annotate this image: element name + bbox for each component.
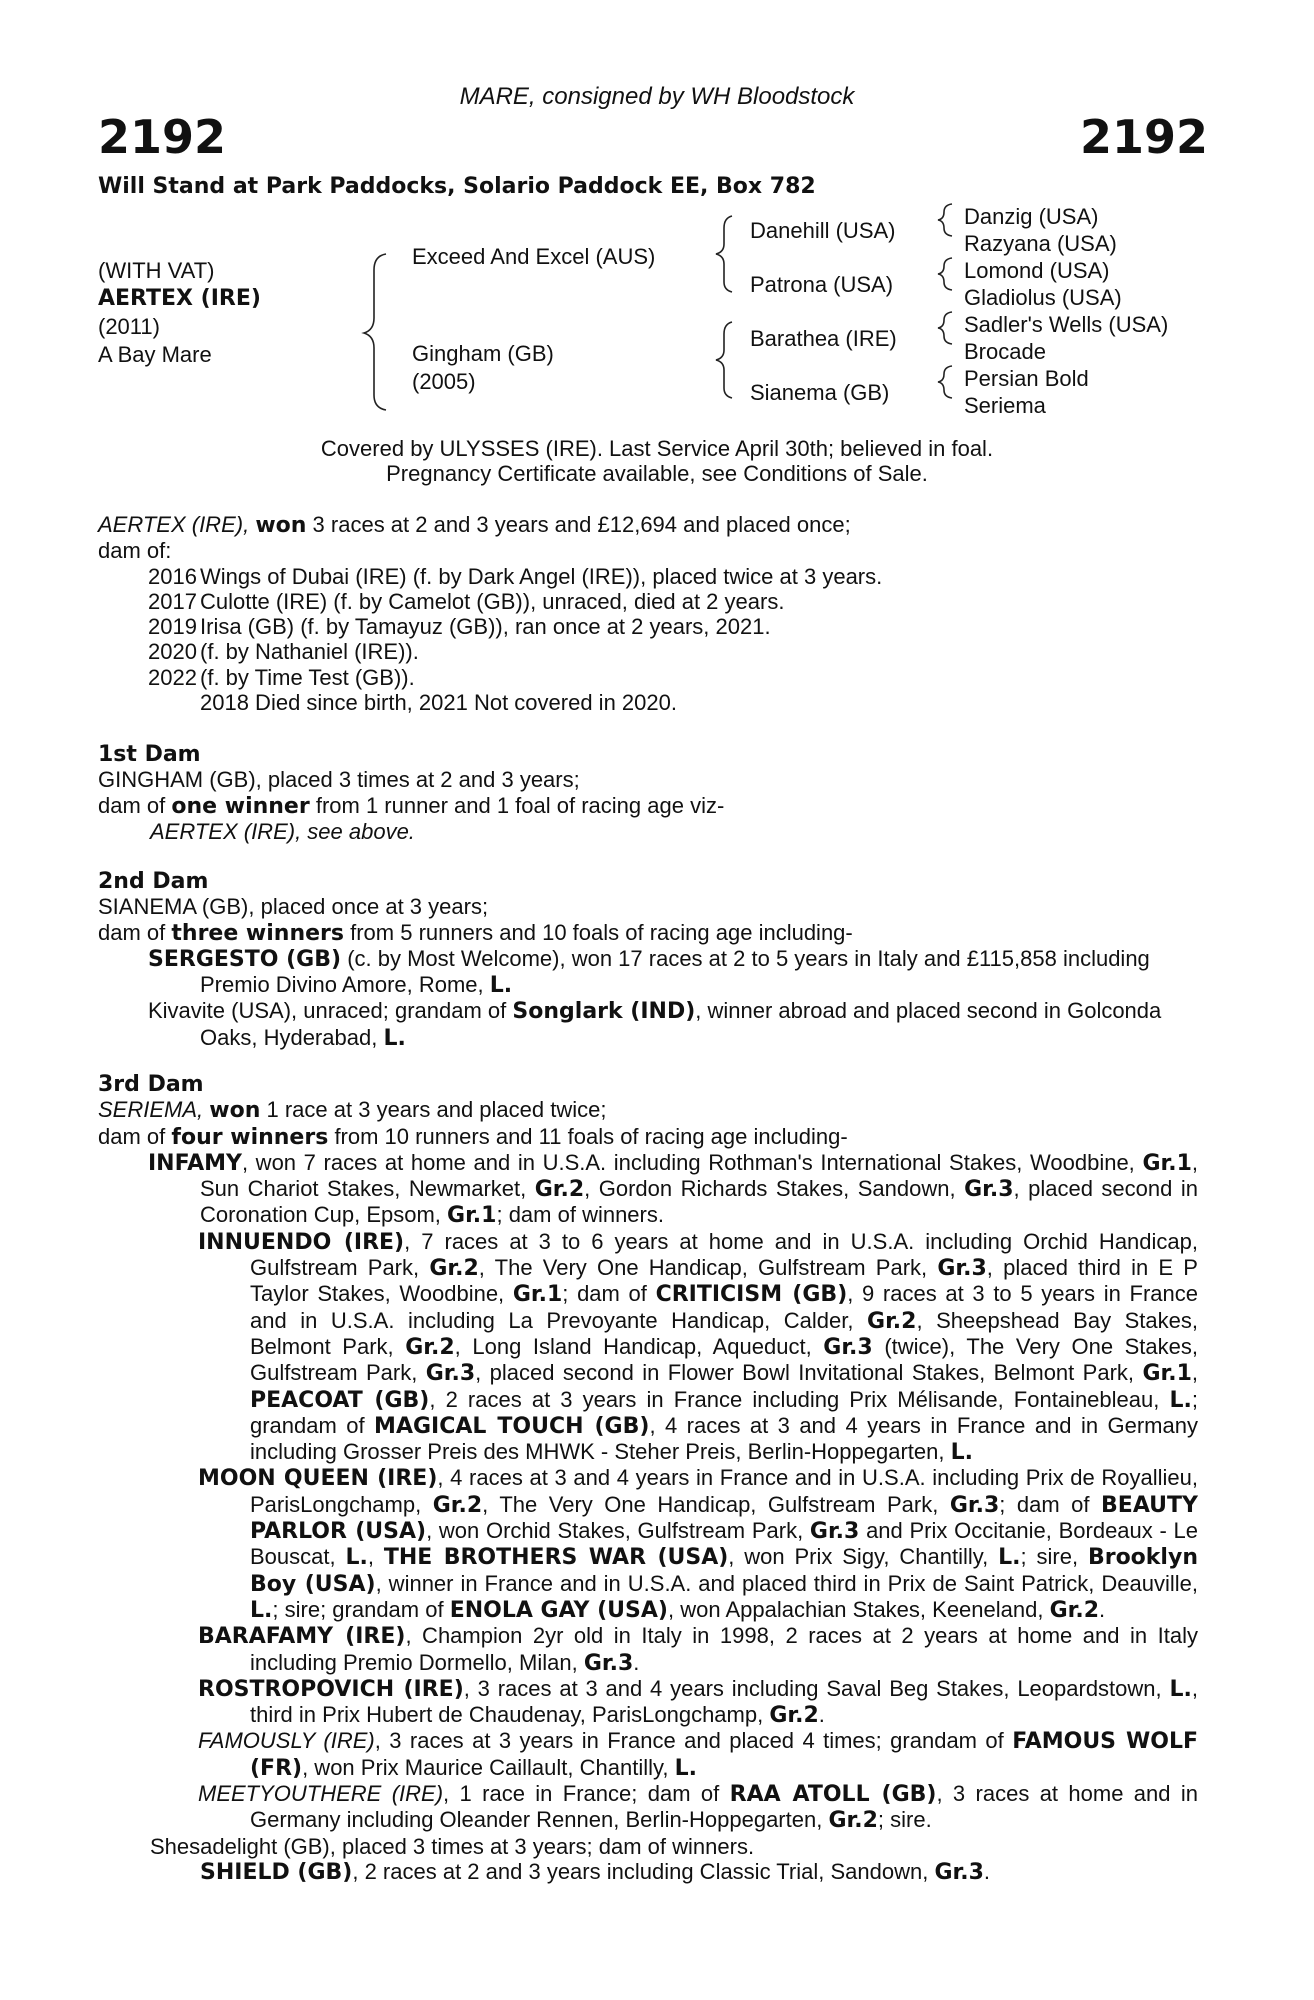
pedigree-dam-year: (2005) — [412, 369, 476, 394]
produce-year: 2022 — [148, 664, 197, 690]
text: , winner abroad and placed second in Golconda Oaks, Hyderabad, — [200, 998, 1162, 1050]
rostropovich-entry — [98, 1676, 1198, 1729]
text: , placed second in Coronation Cup, Epsom, — [200, 1176, 1198, 1228]
horse-name: BEAUTY PARLOR (USA) — [250, 1492, 1198, 1545]
produce-row — [98, 614, 1198, 639]
horse-name: ENOLA GAY (USA) — [449, 1597, 668, 1623]
shesadelight-entry: Shesadelight (GB), placed 3 times at 3 years; dam of winners. — [150, 1833, 755, 1859]
infamy-entry — [98, 1150, 1198, 1229]
horse-name: Brooklyn Boy (USA) — [250, 1545, 1198, 1597]
horse-name: PEACOAT (GB) — [250, 1387, 430, 1413]
text: , won Prix Maurice Caillault, Chantilly, — [302, 1754, 669, 1780]
text: , The Very One Handicap, Gulfstream Park, — [482, 1491, 939, 1517]
text: from 10 runners and 11 foals of racing age including- — [334, 1123, 848, 1149]
horse-name: SERGESTO (GB) — [148, 946, 342, 972]
brace-dam — [716, 322, 732, 398]
text: . — [818, 1702, 825, 1728]
produce-year: 2020 — [148, 639, 197, 665]
won-label: won — [255, 513, 307, 538]
horse-name: THE BROTHERS WAR (USA) — [383, 1545, 729, 1571]
produce-text: 2018 Died since birth, 2021 Not covered in 2020. — [200, 690, 677, 716]
horse-name: Songlark (IND) — [512, 999, 696, 1025]
dam-of-label: dam of: — [98, 538, 172, 564]
text: , Gordon Richards Stakes, Sandown, — [584, 1176, 956, 1202]
text: , The Very One Handicap, Gulfstream Park, — [478, 1255, 928, 1281]
listed-label: L. — [950, 1440, 974, 1466]
text: , 3 races at home and in Germany including Oleander Rennen, Berlin-Hoppegarten, — [250, 1781, 1199, 1833]
text: , winner in France and in U.S.A. and placed third in Prix de Saint Patrick, Deauville, — [375, 1570, 1198, 1596]
covering-info — [0, 436, 1314, 486]
lot-number-right: 2192 — [1080, 110, 1209, 164]
grade-label: Gr.1 — [447, 1203, 497, 1229]
second-dam-heading: 2nd Dam — [98, 869, 209, 894]
text: ; sire; grandam of — [272, 1596, 444, 1622]
pedigree-sire-dam: Patrona (USA) — [750, 272, 894, 297]
sergesto-entry — [98, 946, 1198, 999]
text: , 3 races at 3 and 4 years including Saval Beg Stakes, Leopardstown, — [463, 1675, 1162, 1701]
text: ; dam of winners. — [496, 1202, 664, 1228]
brace-g4 — [938, 366, 952, 398]
grade-label: Gr.2 — [534, 1177, 585, 1203]
text: ; grandam of — [250, 1386, 1199, 1438]
second-dam-section — [98, 869, 1198, 1051]
text: . — [1099, 1596, 1106, 1622]
horse-name: INFAMY — [148, 1150, 242, 1176]
horse-name: FAMOUSLY (IRE) — [198, 1728, 375, 1754]
text: from 5 runners and 10 foals of racing age including- — [350, 919, 853, 945]
horse-name: FAMOUS WOLF (FR) — [250, 1729, 1198, 1781]
brace-sire — [716, 216, 732, 292]
produce-year: 2017 — [148, 588, 197, 614]
first-dam-heading: 1st Dam — [98, 742, 201, 767]
pedigree-g5: Sadler's Wells (USA) — [964, 312, 1169, 337]
grade-label: Gr.3 — [937, 1256, 987, 1282]
produce-row — [98, 690, 1198, 715]
produce-intro — [98, 512, 1198, 538]
produce-text: Irisa (GB) (f. by Tamayuz (GB)), ran once at 2 years, 2021. — [200, 614, 771, 640]
produce-row — [98, 564, 1198, 589]
produce-record — [98, 512, 1198, 715]
text: , Sheepshead Bay Stakes, Belmont Park, — [250, 1307, 1198, 1359]
meetyouthere-entry — [98, 1781, 1198, 1834]
text: dam of — [98, 792, 166, 818]
grade-label: Gr.1 — [512, 1282, 563, 1308]
text: ; sire. — [877, 1807, 932, 1833]
produce-text: (f. by Nathaniel (IRE)). — [200, 639, 419, 665]
text: , Sun Chariot Stakes, Newmarket, — [200, 1149, 1198, 1202]
winner-count: four winners — [171, 1124, 329, 1150]
grade-label: Gr.3 — [425, 1361, 476, 1387]
third-dam-heading: 3rd Dam — [98, 1072, 204, 1097]
grade-label: Gr.2 — [769, 1703, 819, 1729]
pedigree-g2: Razyana (USA) — [964, 231, 1117, 256]
horse-name: AERTEX (IRE) — [98, 286, 261, 311]
text: ; dam of — [999, 1491, 1090, 1517]
listed-label: L. — [383, 1025, 406, 1051]
brace-g2 — [938, 258, 952, 290]
horse-name: SHIELD (GB) — [200, 1859, 353, 1885]
produce-text: Wings of Dubai (IRE) (f. by Dark Angel (IRE)), placed twice at 3 years. — [200, 563, 883, 589]
first-dam-line-3: AERTEX (IRE), see above. — [150, 818, 415, 844]
text: and Prix Occitanie, Bordeaux - Le Bouscat, — [250, 1518, 1198, 1570]
text: Kivavite (USA), unraced; grandam of — [148, 998, 507, 1024]
produce-year: 2016 — [148, 563, 197, 589]
produce-row — [98, 589, 1198, 614]
produce-row — [98, 639, 1198, 664]
grade-label: Gr.3 — [583, 1650, 634, 1676]
second-dam-line-2 — [98, 920, 1198, 946]
horse-name: INNUENDO (IRE) — [198, 1229, 405, 1255]
horse-name: RAA ATOLL (GB) — [729, 1782, 937, 1808]
horse-name: MEETYOUTHERE (IRE) — [198, 1781, 444, 1807]
pedigree-dam-name: Gingham (GB) — [412, 341, 554, 366]
horse-name: MAGICAL TOUCH (GB) — [374, 1413, 650, 1439]
pedigree-g1: Danzig (USA) — [964, 204, 1099, 229]
text: dam of — [98, 919, 166, 945]
pedigree-ggen — [964, 203, 1168, 419]
produce-text: (f. by Time Test (GB)). — [200, 664, 415, 690]
horse-name: ROSTROPOVICH (IRE) — [198, 1676, 464, 1702]
produce-intro-rest: 3 races at 2 and 3 years and £12,694 and placed once; — [312, 512, 851, 537]
grade-label: Gr.1 — [1142, 1361, 1192, 1387]
text: , won Prix Sigy, Chantilly, — [728, 1544, 989, 1570]
innuendo-entry: INNUENDO (IRE), 7 races at 3 to 6 years at home and in U.S.A. including Orchid Handicap, Gulfstream Park, Gr.2, The Very One Handicap, Gulfstream Park, Gr.3, placed third in E P Taylor Stakes, Woodbine, Gr.1; dam of CRITICISM (GB), 9 races at 3 to 5 years in France and in U.S.A. including La Prevoyante Handicap, Calder, Gr.2, Sheepshead Bay Stakes, Belmont Park, Gr.2, Long Island Handicap, Aqueduct, Gr.3 (twice), The Very One Stakes, Gulfstream Park, Gr.3, placed second in Flower Bowl Invitational Stakes, Belmont Park, Gr.1, PEACOAT (GB), 2 races at 3 years in France including Prix Mélisande, Fontainebleau, L.; grandam of MAGICAL TOUCH (GB), 4 races at 3 and 4 years in France and in Germany including Grosser Preis des MHWK - Steher Preis, Berlin-Hoppegarten, L. — [198, 1228, 1199, 1466]
text: dam of — [98, 1123, 166, 1149]
pedigree-g6: Brocade — [964, 339, 1046, 364]
text: , placed third in E P Taylor Stakes, Woodbine, — [250, 1255, 1198, 1307]
text: , 7 races at 3 to 6 years at home and in U.S.A. including Orchid Handicap, Gulfstream Park, — [250, 1228, 1198, 1281]
winner-count: three winners — [171, 920, 344, 946]
text: , Champion 2yr old in Italy in 1998, 2 races at 2 years at home and in Italy including Premio Dormello, Milan, — [250, 1623, 1198, 1675]
horse-year: (2011) — [98, 314, 160, 339]
covering-line-2: Pregnancy Certificate available, see Conditions of Sale. — [386, 461, 928, 486]
grade-label: Gr.3 — [949, 1492, 1000, 1518]
pedigree-dam-sire: Barathea (IRE) — [750, 326, 897, 351]
text: , 2 races at 2 and 3 years including Classic Trial, Sandown, — [352, 1858, 929, 1884]
text: (twice), The Very One Stakes, Gulfstream Park, — [250, 1333, 1199, 1386]
pedigree-sire: Exceed And Excel (AUS) — [412, 244, 656, 269]
grade-label: Gr.3 — [809, 1519, 860, 1545]
pedigree-g4: Gladiolus (USA) — [964, 285, 1122, 310]
grade-label: Gr.3 — [934, 1859, 984, 1885]
listed-label: L. — [489, 973, 513, 999]
stand-location: Will Stand at Park Paddocks, Solario Paddock EE, Box 782 — [98, 174, 816, 199]
horse-name: SERIEMA, — [98, 1097, 204, 1123]
listed-label: L. — [1169, 1387, 1192, 1413]
moon-queen-entry: MOON QUEEN (IRE), 4 races at 3 and 4 years in France and in U.S.A. including Prix de Royallieu, ParisLongchamp, Gr.2, The Very One Handicap, Gulfstream Park, Gr.3; dam of BEAUTY PARLOR (USA), won Orchid Stakes, Gulfstream Park, Gr.3 and Prix Occitanie, Bordeaux - Le Bouscat, L., THE BROTHERS WAR (USA), won Prix Sigy, Chantilly, L.; sire, Brooklyn Boy (USA), winner in France and in U.S.A. and placed third in Prix de Saint Patrick, Deauville, L.; sire; grandam of ENOLA GAY (USA), won Appalachian Stakes, Keeneland, Gr.2. — [198, 1465, 1199, 1623]
listed-label: L. — [345, 1545, 368, 1571]
first-dam-line-1: GINGHAM (GB), placed 3 times at 2 and 3 years; — [98, 767, 580, 793]
winner-count: one winner — [171, 793, 310, 819]
text: from 1 runner and 1 foal of racing age viz- — [315, 792, 725, 818]
horse-name: MOON QUEEN (IRE) — [198, 1466, 438, 1492]
second-dam-line-1: SIANEMA (GB), placed once at 3 years; — [98, 894, 489, 920]
produce-text: Culotte (IRE) (f. by Camelot (GB)), unraced, died at 2 years. — [200, 588, 785, 614]
text: , won 7 races at home and in U.S.A. including Rothman's International Stakes, Woodbine, — [241, 1149, 1135, 1175]
text: 1 race at 3 years and placed twice; — [266, 1097, 607, 1123]
pedigree-g3: Lomond (USA) — [964, 258, 1110, 283]
third-dam-line-2 — [98, 1124, 1198, 1150]
grade-label: Gr.2 — [867, 1308, 917, 1334]
famously-entry — [98, 1728, 1198, 1781]
text: , 1 race in France; dam of — [443, 1781, 720, 1807]
grade-label: Gr.3 — [823, 1334, 873, 1360]
text: , 2 races at 3 years in France including Prix Mélisande, Fontainebleau, — [429, 1386, 1160, 1412]
shield-entry — [98, 1859, 1198, 1885]
grade-label: Gr.3 — [964, 1177, 1014, 1203]
listed-label: L. — [250, 1597, 273, 1623]
text: , 9 races at 3 to 5 years in France and in U.S.A. including La Prevoyante Handicap, Calder, — [250, 1281, 1198, 1333]
grade-label: Gr.2 — [1049, 1597, 1100, 1623]
text: , Long Island Handicap, Aqueduct, — [454, 1333, 812, 1359]
third-dam-line-1 — [98, 1097, 1198, 1123]
text: , third in Prix Hubert de Chaudenay, ParisLongchamp, — [250, 1675, 1198, 1728]
pedigree-dam-dam: Sianema (GB) — [750, 380, 890, 405]
grade-label: Gr.2 — [828, 1808, 878, 1834]
aertex-name: AERTEX (IRE), — [98, 512, 250, 537]
text: . — [983, 1858, 991, 1884]
third-dam-section — [98, 1072, 1198, 1885]
brace-parents — [364, 254, 386, 410]
text: , won Appalachian Stakes, Keeneland, — [667, 1596, 1044, 1622]
pedigree-sire-sire: Danehill (USA) — [750, 218, 896, 243]
text: (c. by Most Welcome), won 17 races at 2 to 5 years in Italy and £115,858 including Premio Divino Amore, Rome, — [200, 945, 1150, 998]
horse-name: CRITICISM (GB) — [655, 1282, 848, 1308]
text: , 3 races at 3 years in France and placed 4 times; grandam of — [374, 1728, 1004, 1754]
vat-label: (WITH VAT) — [98, 258, 215, 283]
pedigree-dam — [412, 340, 554, 396]
pedigree-g7: Persian Bold — [964, 366, 1089, 391]
grade-label: Gr.2 — [405, 1334, 455, 1360]
grade-label: Gr.2 — [429, 1256, 479, 1282]
text: ; sire, — [1020, 1544, 1079, 1570]
brace-g1 — [938, 204, 952, 236]
text: . — [633, 1649, 640, 1675]
produce-row — [98, 665, 1198, 690]
text: , 4 races at 3 and 4 years in France and in Germany including Grosser Preis des MHWK - Steher Preis, Berlin-Hoppegarten, — [250, 1412, 1198, 1465]
listed-label: L. — [998, 1545, 1021, 1571]
listed-label: L. — [1169, 1676, 1192, 1702]
text: , won Orchid Stakes, Gulfstream Park, — [426, 1518, 804, 1544]
text: , placed second in Flower Bowl Invitational Stakes, Belmont Park, — [475, 1360, 1135, 1386]
listed-label: L. — [674, 1755, 697, 1781]
consignor-line: MARE, consigned by WH Bloodstock — [459, 83, 855, 110]
grade-label: Gr.2 — [432, 1492, 483, 1518]
won-label: won — [209, 1098, 261, 1124]
barafamy-entry — [98, 1623, 1198, 1676]
horse-name: BARAFAMY (IRE) — [198, 1624, 406, 1650]
grade-label: Gr.1 — [1142, 1150, 1192, 1176]
text: ; dam of — [562, 1281, 647, 1307]
text: , 4 races at 3 and 4 years in France and in U.S.A. including Prix de Royallieu, ParisLongchamp, — [250, 1465, 1199, 1517]
kivavite-entry — [98, 998, 1198, 1051]
lot-number-left: 2192 — [98, 110, 227, 164]
brace-g3 — [938, 312, 952, 344]
first-dam-section — [98, 742, 1198, 844]
pedigree-g8: Seriema — [964, 393, 1046, 418]
produce-year: 2019 — [148, 614, 197, 640]
horse-description: A Bay Mare — [98, 342, 212, 367]
covering-line-1: Covered by ULYSSES (IRE). Last Service April 30th; believed in foal. — [320, 436, 994, 461]
first-dam-line-2 — [98, 793, 1198, 819]
